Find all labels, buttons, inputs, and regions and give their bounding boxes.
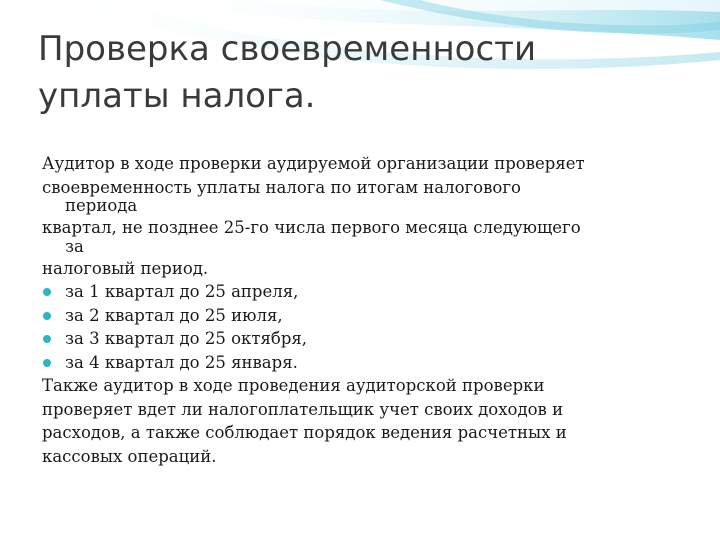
bullet-item-q2 <box>42 304 692 328</box>
body-line-continuation: за <box>65 236 84 256</box>
bullet-text: за 3 квартал до 25 октября, <box>65 329 308 348</box>
closing-line: проверяет вдет ли налогоплательщик учет своих доходов и <box>42 399 564 419</box>
teal-dot-bullet-icon <box>43 312 51 320</box>
bullet-text: за 2 квартал до 25 июля, <box>65 305 283 325</box>
title-line-2: уплаты налога. <box>38 76 316 116</box>
bullet-item-q1 <box>42 280 692 304</box>
teal-dot-bullet-icon <box>43 359 51 367</box>
body-line: налоговый период. <box>42 258 209 278</box>
closing-line: Также аудитор в ходе проведения аудиторской проверки <box>42 376 545 395</box>
closing-line: кассовых операций. <box>42 446 217 466</box>
bullet-text: за 4 квартал до 25 января. <box>65 352 298 372</box>
body-line: Аудитор в ходе проверки аудируемой организации проверяет <box>42 154 585 173</box>
bullet-item-q4 <box>42 351 692 375</box>
teal-dot-bullet-icon <box>43 288 51 296</box>
closing-line: расходов, а также соблюдает порядок ведения расчетных и <box>42 423 567 442</box>
teal-dot-bullet-icon <box>43 335 51 343</box>
body-line-continuation: периода <box>65 196 138 215</box>
title-line-1: Проверка своевременности <box>38 29 537 69</box>
slide-title <box>38 26 698 120</box>
body-line: своевременность уплаты налога по итогам налогового <box>42 177 521 197</box>
slide-body <box>42 152 692 468</box>
bullet-text: за 1 квартал до 25 апреля, <box>65 282 299 301</box>
bullet-item-q3 <box>42 327 692 351</box>
body-line: квартал, не позднее 25-го числа первого месяца следующего <box>42 218 581 237</box>
